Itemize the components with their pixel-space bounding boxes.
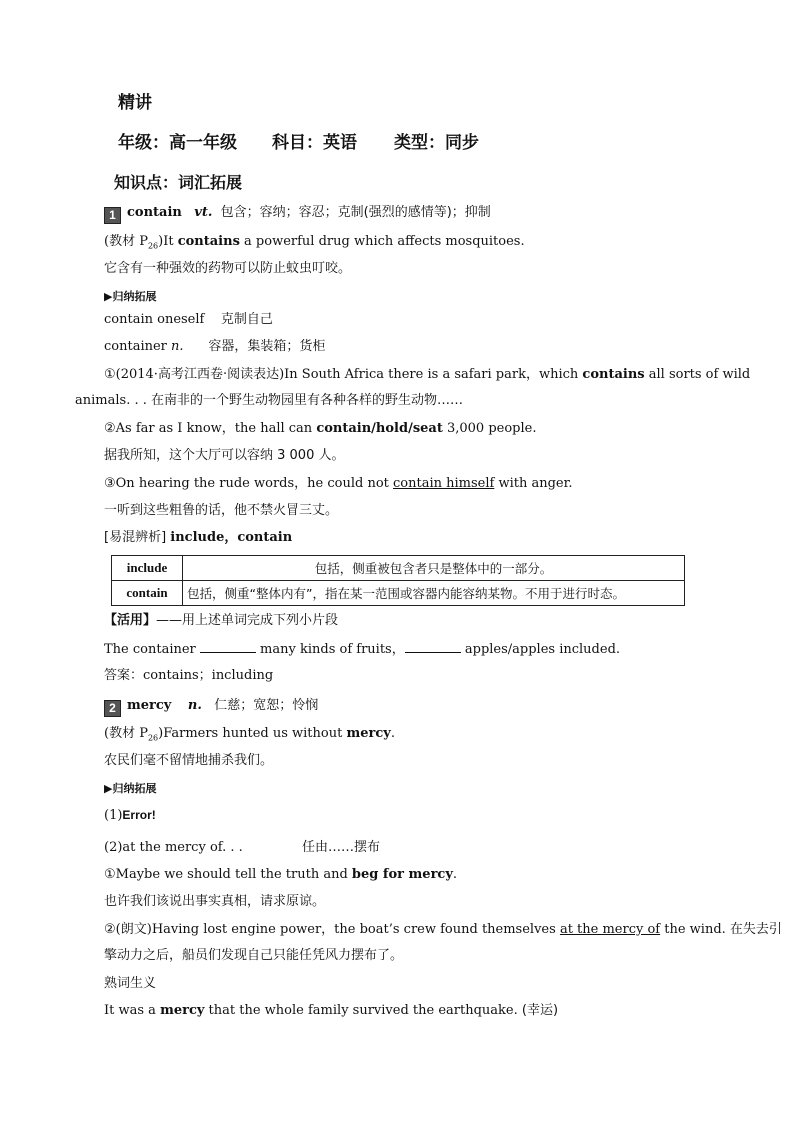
part-of-speech: vt. [194, 205, 213, 220]
example-sentence: ②(朗文)Having lost engine power，the boat’s crew found themselves at the mercy of the wind. 在失去引 [104, 922, 782, 937]
topic-heading: 知识点：词汇拓展 [114, 173, 243, 192]
textbook-example: (教材 $P_{26})It$ contains a powerful drug which affects mosquitoes. [104, 234, 525, 251]
meaning: 仁慈；宽恕；怜悯 [214, 698, 319, 713]
entry-contain-header [104, 205, 491, 224]
table-cell-word: include [112, 556, 183, 581]
comparison-table [111, 555, 685, 606]
page-title: 精讲 [118, 93, 152, 113]
familiar-word-label: 熟词生义 [104, 976, 157, 991]
table-cell-desc: 包括，侧重被包含者只是整体中的一部分。 [183, 556, 685, 581]
example-sentence: ②As far as I know，the hall can contain/hold/seat 3,000 people. [104, 421, 537, 436]
answer-line: 答案：contains；including [104, 668, 274, 683]
example-sentence: ①Maybe we should tell the truth and beg for mercy. [104, 867, 458, 882]
answer-blank[interactable] [200, 641, 256, 653]
textbook-example: (教材 $P_{26})Farmers$ hunted us without mercy. [104, 726, 395, 743]
example-sentence: ③On hearing the rude words，he could not contain himself with anger. [104, 476, 573, 491]
phrase-item: contain oneself 克制自己 [104, 312, 273, 327]
expand-label: ▶归纳拓展 [104, 290, 157, 303]
example-sentence-continued: animals. . . 在南非的一个野生动物园里有各种各样的野生动物…… [75, 393, 463, 408]
example-sentence: It was a mercy that the whole family survived the earthquake. (幸运) [104, 1003, 559, 1018]
textbook-example-translation: 它含有一种强效的药物可以防止蚊虫叮咬。 [104, 261, 352, 276]
headword: contain [127, 205, 182, 220]
example-translation: 擎动力之后，船员们发现自己只能任凭风力摆布了。 [104, 948, 404, 963]
grade-label: 年级：高一年级 [118, 133, 237, 153]
phrase-item: (1)Error! [104, 808, 156, 823]
expand-label: ▶归纳拓展 [104, 782, 157, 795]
example-translation: 也许我们该说出事实真相，请求原谅。 [104, 894, 326, 909]
table-cell-desc: 包括，侧重“整体内有”，指在某一范围或容器内能容纳某物。不用于进行时态。 [183, 581, 685, 606]
type-label: 类型：同步 [394, 133, 479, 153]
meaning: 包含；容纳；容忍；克制(强烈的感情等)；抑制 [220, 205, 491, 220]
exercise-sentence: The container many kinds of fruits， apples/apples included. [104, 642, 621, 657]
phrase-item: (2)at the mercy of. . . 任由……摆布 [104, 840, 381, 855]
answer-blank[interactable] [405, 641, 461, 653]
example-translation: 一听到这些粗鲁的话，他不禁火冒三丈。 [104, 503, 339, 518]
headword: mercy [127, 698, 172, 713]
part-of-speech: n. [187, 698, 202, 713]
subject-label: 科目：英语 [272, 133, 357, 153]
phrase-item: container n. 容器，集装箱；货柜 [104, 339, 326, 354]
example-translation: 据我所知，这个大厅可以容纳 3 000 人。 [104, 448, 345, 463]
table-row [112, 581, 685, 606]
confusion-heading: [易混辨析] include，contain [104, 530, 293, 545]
example-sentence: ①(2014·高考江西卷·阅读表达)In South Africa there is a safari park，which contains all sorts of wild [104, 367, 751, 382]
table-cell-word: contain [112, 581, 183, 606]
textbook-example-translation: 农民们毫不留情地捕杀我们。 [104, 753, 274, 768]
entry-number-badge: 1 [104, 207, 121, 224]
entry-mercy-header [104, 698, 318, 717]
entry-number-badge: 2 [104, 700, 121, 717]
practice-heading: 【活用】——用上述单词完成下列小片段 [104, 613, 339, 628]
table-row [112, 556, 685, 581]
